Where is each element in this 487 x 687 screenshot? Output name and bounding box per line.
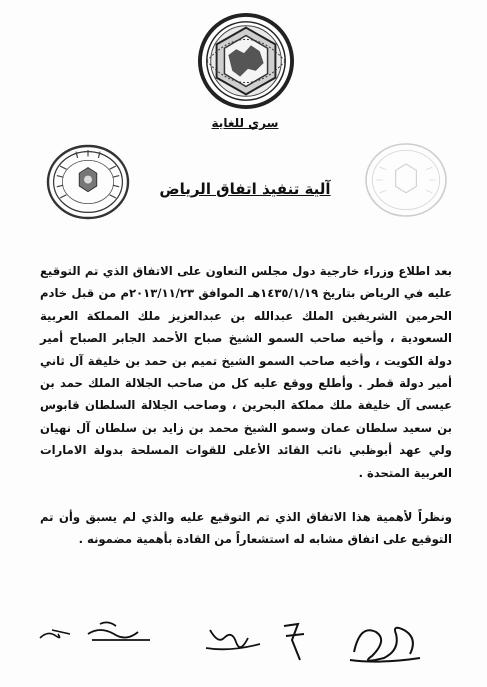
classification-label: سري للغاية [211,116,279,130]
document-title: آلية تنفيذ اتفاق الرياض [159,180,331,198]
faint-seal-watermark [360,140,452,220]
body-paragraph-1: بعد اطلاع وزراء خارجية دول مجلس التعاون على الاتفاق الذي تم التوقيع عليه في الرياض بتاريخ ١٤٣٥/١/١٩هـ الموافق ٢٠١٣/١١/٢٣م من قبل خادم الحرمين الشريفين الملك عبدالله بن عبدالعزيز ملك المملكة العربية السعودية ، وأخيه صاحب السمو الشيخ صباح الأحمد الجابر الصباح أمير دولة الكويت ، وأخيه صاحب السمو الشيخ تميم بن حمد بن خليفة آل ثاني أمير دولة قطر . وأطلع ووقع عليه كل من صاحب الجلالة الملك حمد بن عيسى آل خليفة ملك مملكة البحرين ، وصاحب الجلالة السلطان قابوس بن سعيد سلطان عمان وسمو الشيخ محمد بن زايد بن سلطان آل نهيان ولي عهد أبوظبي نائب القائد الأعلى للقوات المسلحة بدولة الامارات العربية المتحدة . [40,264,452,480]
signatures-row [0,604,487,684]
signature-2 [88,622,150,640]
body-paragraph-2: ونظراً لأهمية هذا الاتفاق الذي تم التوقيع عليه والذي لم يسبق وأن تم التوقيع على اتفاق مشابه له استشعاراً من القادة بأهمية مضمونه . [40,510,452,547]
gcc-emblem [197,12,295,110]
signature-5 [350,628,420,662]
document-body [40,260,452,551]
archive-stamp-seal [44,142,132,222]
signature-1 [40,630,70,638]
signature-4 [284,624,304,660]
signature-3 [206,630,260,649]
